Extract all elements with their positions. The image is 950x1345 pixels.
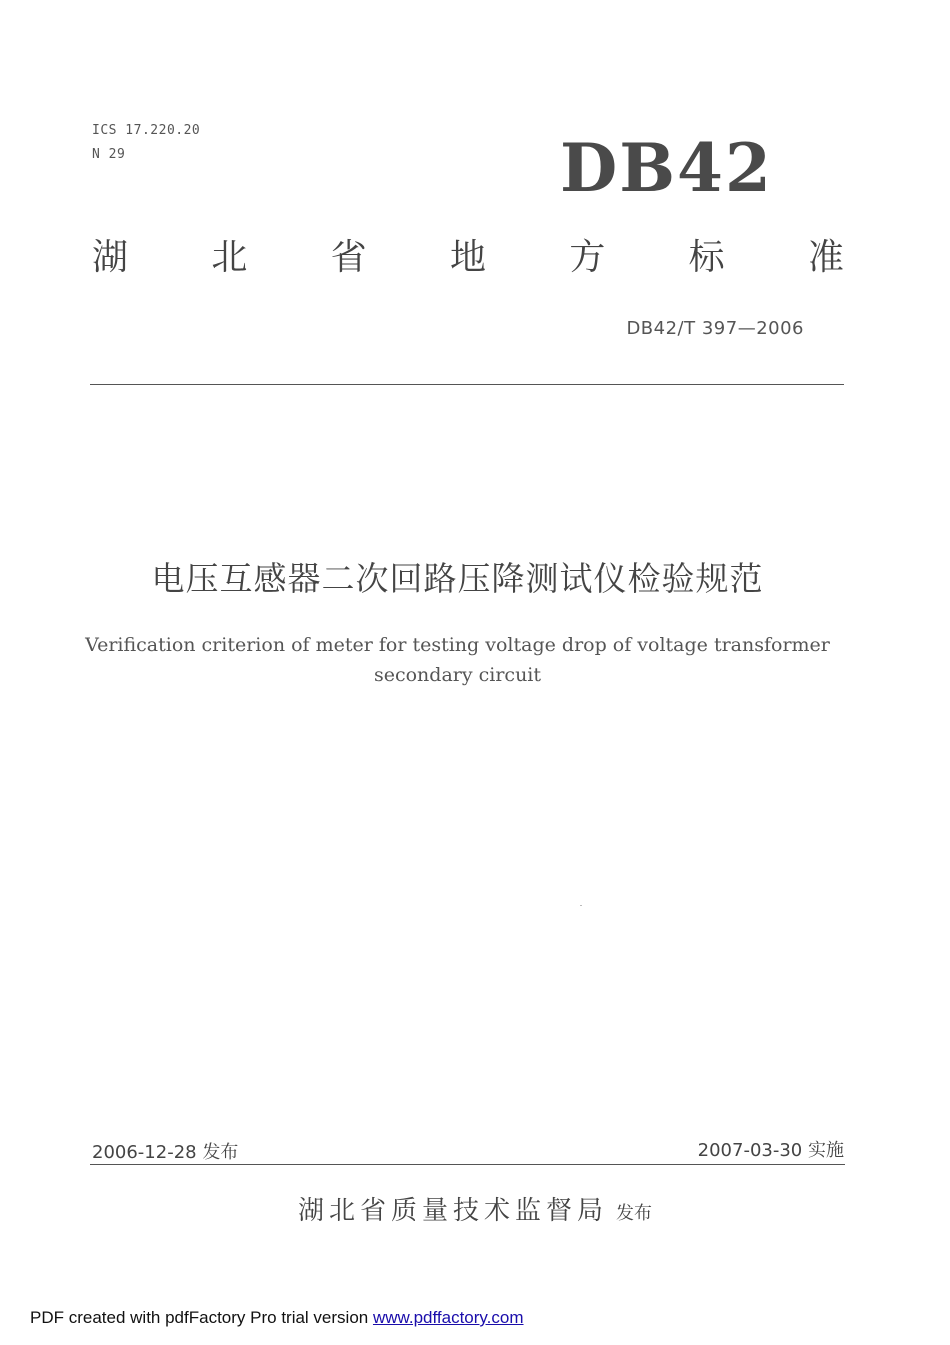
implement-date: 2007-03-30 实施: [697, 1140, 844, 1161]
standard-logo: DB42: [560, 129, 773, 207]
footer-text: PDF created with pdfFactory Pro trial version: [30, 1308, 373, 1327]
publisher-line: [0, 1190, 950, 1227]
title-en-line-1: Verification criterion of meter for testing voltage drop of voltage transformer: [85, 634, 830, 656]
standard-type-heading: [92, 237, 844, 278]
publisher-org: 湖北省质量技术监督局: [297, 1196, 608, 1226]
publish-date: 2006-12-28 发布: [92, 1142, 239, 1163]
standard-type-char: 省: [330, 237, 367, 278]
pdf-footer: [30, 1308, 524, 1328]
publisher-action: 发布: [616, 1203, 652, 1224]
standard-number: DB42/T 397—2006: [626, 318, 804, 339]
pdffactory-link[interactable]: www.pdffactory.com: [372, 1308, 524, 1327]
standard-type-char: 标: [688, 237, 725, 278]
scan-speck: [580, 905, 582, 906]
ics-code: ICS 17.220.20: [92, 123, 201, 138]
standard-type-char: 准: [807, 237, 844, 278]
header-divider: [90, 384, 844, 385]
footer-divider: [90, 1164, 845, 1165]
standard-type-char: 地: [449, 237, 486, 278]
document-title-cn: 电压互感器二次回路压降测试仪检验规范: [151, 559, 764, 598]
standard-type-char: 北: [211, 237, 248, 278]
standard-type-char: 方: [569, 237, 606, 278]
title-en-line-2: secondary circuit: [373, 664, 542, 686]
standard-type-char: 湖: [92, 237, 129, 278]
document-title-en: [0, 630, 915, 690]
ccs-code: N 29: [92, 147, 126, 162]
